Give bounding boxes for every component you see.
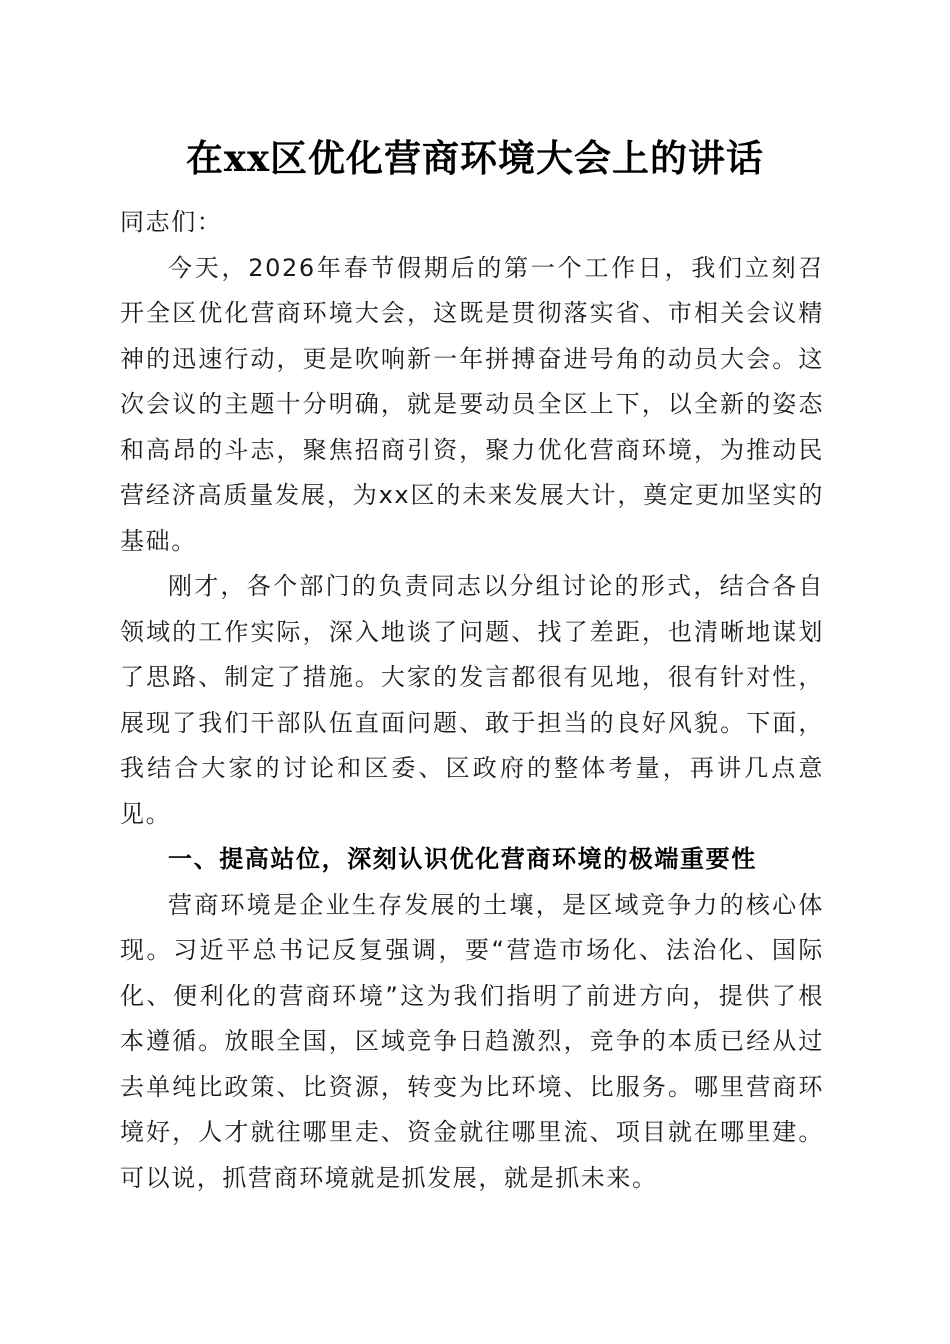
salutation: 同志们： bbox=[120, 208, 223, 236]
document-body bbox=[120, 200, 824, 1201]
paragraph-discussion: 刚才，各个部门的负责同志以分组讨论的形式，结合各自领域的工作实际，深入地谈了问题、找了差距，也清晰地谋划了思路、制定了措施。大家的发言都很有见地，很有针对性，展现了我们干部队伍直面问题、敢于担当的良好风貌。下面，我结合大家的讨论和区委、区政府的整体考量，再讲几点意见。 bbox=[120, 572, 824, 828]
document-title: 在xx区优化营商环境大会上的讲话 bbox=[185, 136, 765, 180]
section-heading: 一、提高站位，深刻认识优化营商环境的极端重要性 bbox=[168, 845, 757, 873]
section-paragraph: 营商环境是企业生存发展的土壤，是区域竞争力的核心体现。习近平总书记反复强调，要“营造市场化、法治化、国际化、便利化的营商环境”这为我们指明了前进方向，提供了根本遵循。放眼全国，区域竞争日趋激烈，竞争的本质已经从过去单纯比政策、比资源，转变为比环境、比服务。哪里营商环境好，人才就往哪里走、资金就往哪里流、项目就在哪里建。可以说，抓营商环境就是抓发展，就是抓未来。 bbox=[120, 890, 824, 1192]
paragraph-opening: 今天，2026年春节假期后的第一个工作日，我们立刻召开全区优化营商环境大会，这既是贯彻落实省、市相关会议精神的迅速行动，更是吹响新一年拼搏奋进号角的动员大会。这次会议的主题十分明确，就是要动员全区上下，以全新的姿态和高昂的斗志，聚焦招商引资，聚力优化营商环境，为推动民营经济高质量发展，为xx区的未来发展大计，奠定更加坚实的基础。 bbox=[120, 253, 824, 555]
